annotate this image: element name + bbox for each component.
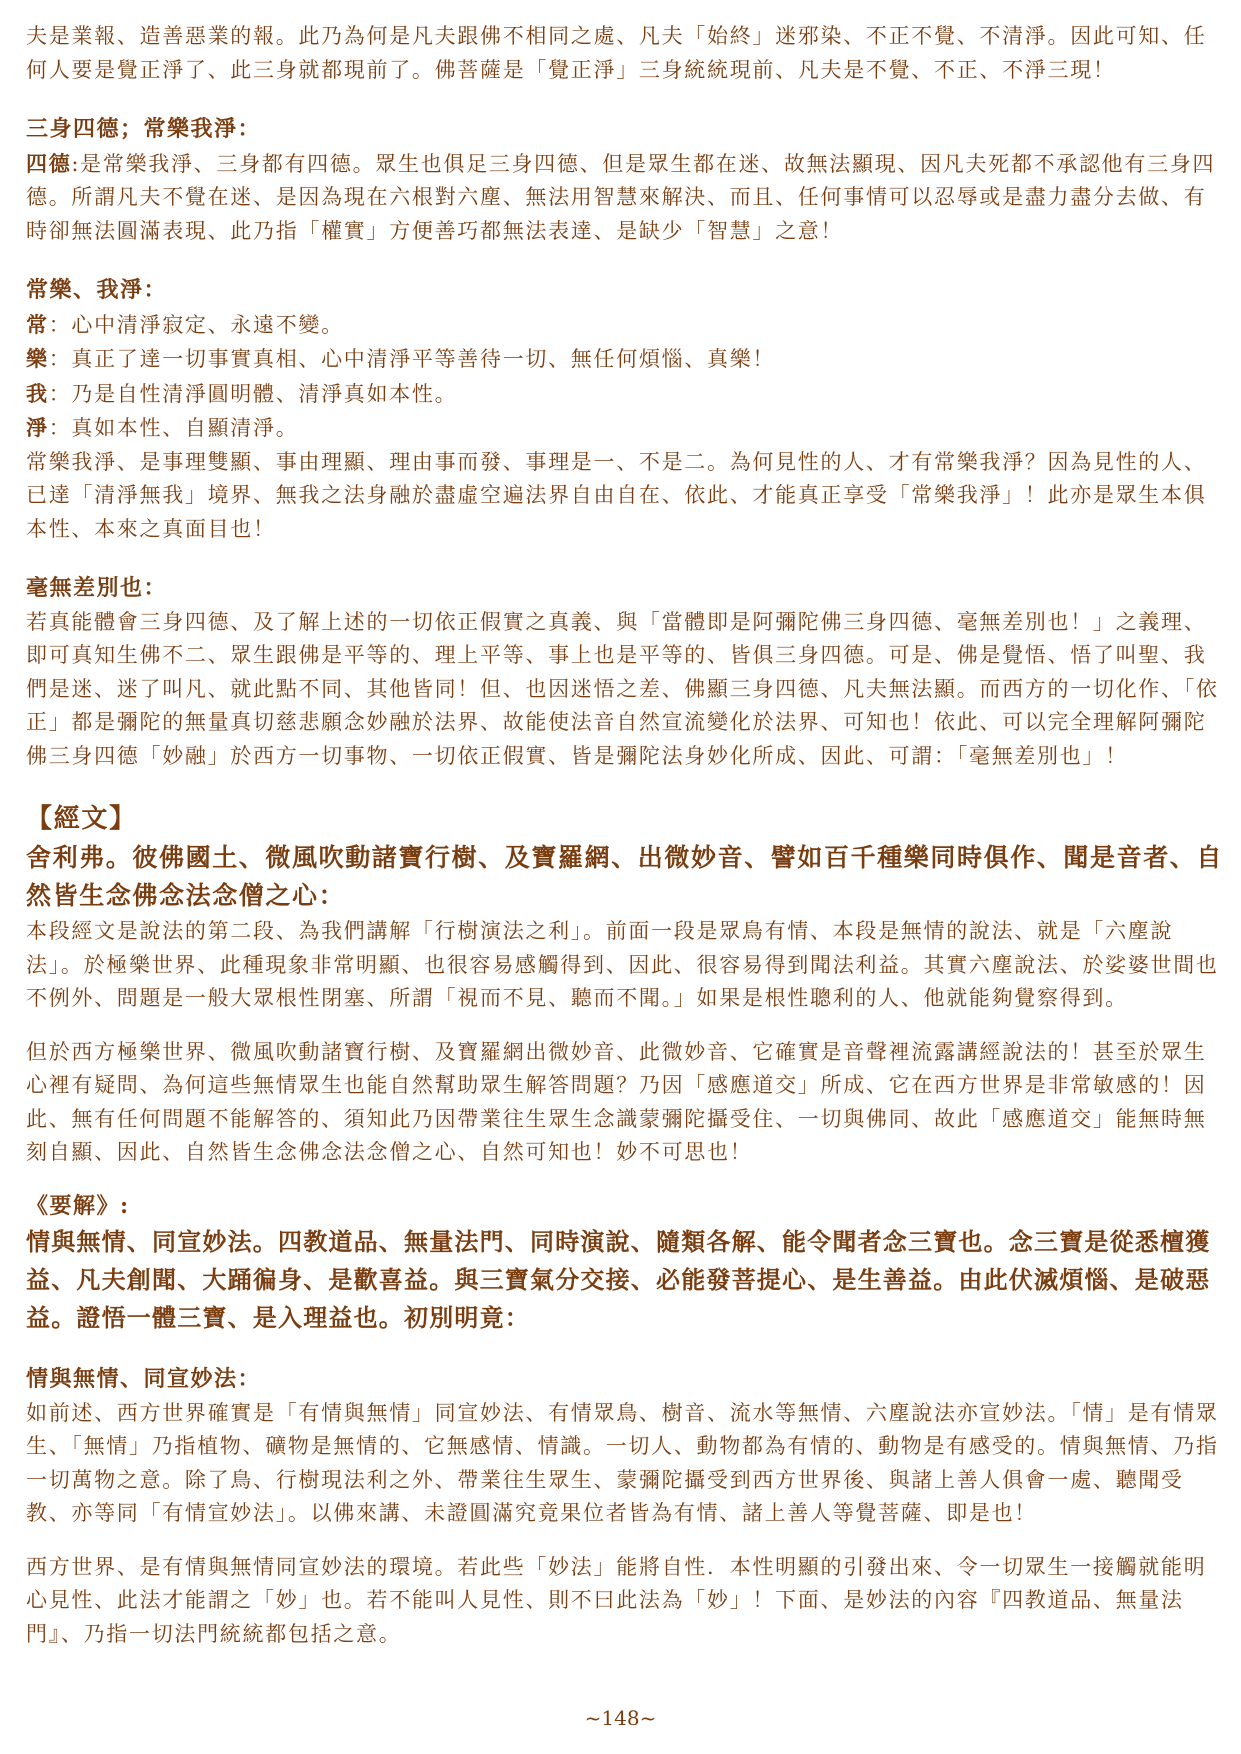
section-heading-changle: 常樂、我淨： — [26, 277, 168, 303]
def-jing — [26, 411, 1226, 446]
sutra-label: 【經文】 — [26, 804, 137, 834]
term-jing: 淨 — [26, 415, 49, 440]
sutra-commentary-2: 但於西方極樂世界、微風吹動諸寶行樹、及寶羅網出微妙音、此微妙音、它確實是音聲裡流露講經說法的！甚至於眾生心裡有疑問、為何這些無情眾生也能自然幫助眾生解答問題？乃因「感應道交」所成、它在西方世界是非常敏感的！因此、無有任何問題不能解答的、須知此乃因帶業往生眾生念識蒙彌陀攝受住、一切與佛同、故此「感應道交」能無時無刻自顯、因此、自然皆生念佛念法念僧之心、自然可知也！妙不可思也！ — [26, 1039, 1207, 1164]
term-side: 四德 — [26, 150, 72, 176]
intro-paragraph: 夫是業報、造善惡業的報。此乃為何是凡夫跟佛不相同之處、凡夫「始終」迷邪染、不正不覺、不清淨。因此可知、任何人要是覺正淨了、此三身就都現前了。佛菩薩是「覺正淨」三身統統現前、凡夫是不覺、不正、不淨三現！ — [26, 24, 1207, 82]
section-heading-wuchabie: 毫無差別也： — [26, 575, 168, 601]
qingyuwuqing-body-2: 西方世界、是有情與無情同宣妙法的環境。若此些「妙法」能將自性．本性明顯的引發出來、令一切眾生一接觸就能明心見性、此法才能謂之「妙」也。若不能叫人見性、則不曰此法為「妙」！下面、是妙法的內容『四教道品、無量法門』、乃指一切法門統統都包括之意。 — [26, 1554, 1207, 1646]
sutra-commentary-1: 本段經文是說法的第二段、為我們講解「行樹演法之利」。前面一段是眾鳥有情、本段是無情的說法、就是「六塵說法」。於極樂世界、此種現象非常明顯、也很容易感觸得到、因此、很容易得到聞法利益。其實六塵說法、於娑婆世間也不例外、問題是一般大眾根性閉塞、所謂「視而不見、聽而不聞。」如果是根性聰利的人、他就能夠覺察得到。 — [26, 919, 1219, 1010]
qingyuwuqing-body-1: 如前述、西方世界確實是「有情與無情」同宣妙法、有情眾鳥、樹音、流水等無情、六塵說法亦宣妙法。「情」是有情眾生、「無情」乃指植物、礦物是無情的、它無感情、情識。一切人、動物都為有情的、動物是有感受的。情與無情、乃指一切萬物之意。除了鳥、行樹現法利之外、帶業往生眾生、蒙彌陀攝受到西方世界後、與諸上善人俱會一處、聽聞受教、亦等同「有情宣妙法」。以佛來講、未證圓滿究竟果位者皆為有情、諸上善人等覺菩薩、即是也！ — [26, 1400, 1219, 1525]
wuchabie-body: 若真能體會三身四德、及了解上述的一切依正假實之真義、與「當體即是阿彌陀佛三身四德、毫無差別也！」之義理、即可真知生佛不二、眾生跟佛是平等的、理上平等、事上也是平等的、皆俱三身四德。可是、佛是覺悟、悟了叫聖、我們是迷、迷了叫凡、就此點不同、其他皆同！但、也因迷悟之差、佛顯三身四德、凡夫無法顯。而西方的一切化作、「依正」都是彌陀的無量真切慈悲願念妙融於法界、故能使法音自然宣流變化於法界、可知也！依此、可以完全理解阿彌陀佛三身四德「妙融」於西方一切事物、一切依正假實、皆是彌陀法身妙化所成、因此、可謂：「毫無差別也」！ — [26, 609, 1219, 768]
changle-body: 常樂我淨、是事理雙顯、事由理顯、理由事而發、事理是一、不是二。為何見性的人、才有常樂我淨？因為見性的人、已達「清淨無我」境界、無我之法身融於盡虛空遍法界自由自在、依此、才能真正享受「常樂我淨」！此亦是眾生本俱本性、本來之真面目也！ — [26, 449, 1207, 541]
page-number: ~148~ — [584, 1706, 657, 1730]
section-paragraph-side — [26, 147, 1226, 249]
section-heading-qingyuwuqing: 情與無情、同宣妙法： — [26, 1366, 262, 1392]
yaojie-label: 《要解》: — [26, 1192, 130, 1219]
term-le: 樂 — [26, 346, 49, 371]
side-body: :是常樂我淨、三身都有四德。眾生也俱足三身四德、但是眾生都在迷、故無法顯現、因凡夫死都不承認他有三身四德。所謂凡夫不覺在迷、是因為現在六根對六塵、無法用智慧來解決、而且、任何事情可以忍辱或是盡力盡分去做、有時卻無法圓滿表現、此乃指「權實」方便善巧都無法表達、是缺少「智慧」之意！ — [26, 151, 1216, 243]
document-page — [26, 20, 1226, 1651]
def-wo — [26, 377, 1226, 412]
yaojie-text: 情與無情、同宣妙法。四教道品、無量法門、同時演說、隨類各解、能令聞者念三寶也。念三寶是從悉檀獲益、凡夫創聞、大踊徧身、是歡喜益。與三寶氣分交接、必能發菩提心、是生善益。由此伏滅煩惱、是破惡益。證悟一體三寶、是入理益也。初別明竟： — [26, 1227, 1211, 1332]
def-text-wo: ：乃是自性清淨圓明體、清淨真如本性。 — [48, 381, 458, 406]
term-chang: 常 — [26, 311, 49, 337]
def-text-jing: ：真如本性、自顯清淨。 — [48, 416, 299, 440]
term-wo: 我 — [26, 380, 49, 406]
def-text-le: ：真正了達一切事實真相、心中清淨平等善待一切、無任何煩惱、真樂！ — [48, 347, 776, 371]
def-chang — [26, 308, 1226, 343]
def-text-chang: ：心中清淨寂定、永遠不變。 — [48, 312, 344, 337]
def-le — [26, 342, 1226, 377]
sutra-text: 舍利弗。彼佛國土、微風吹動諸寶行樹、及寶羅網、出微妙音、譬如百千種樂同時俱作、聞是音者、自然皆生念佛念法念僧之心： — [26, 843, 1224, 910]
section-heading-sanshen-side: 三身四德；常樂我淨： — [26, 116, 262, 142]
